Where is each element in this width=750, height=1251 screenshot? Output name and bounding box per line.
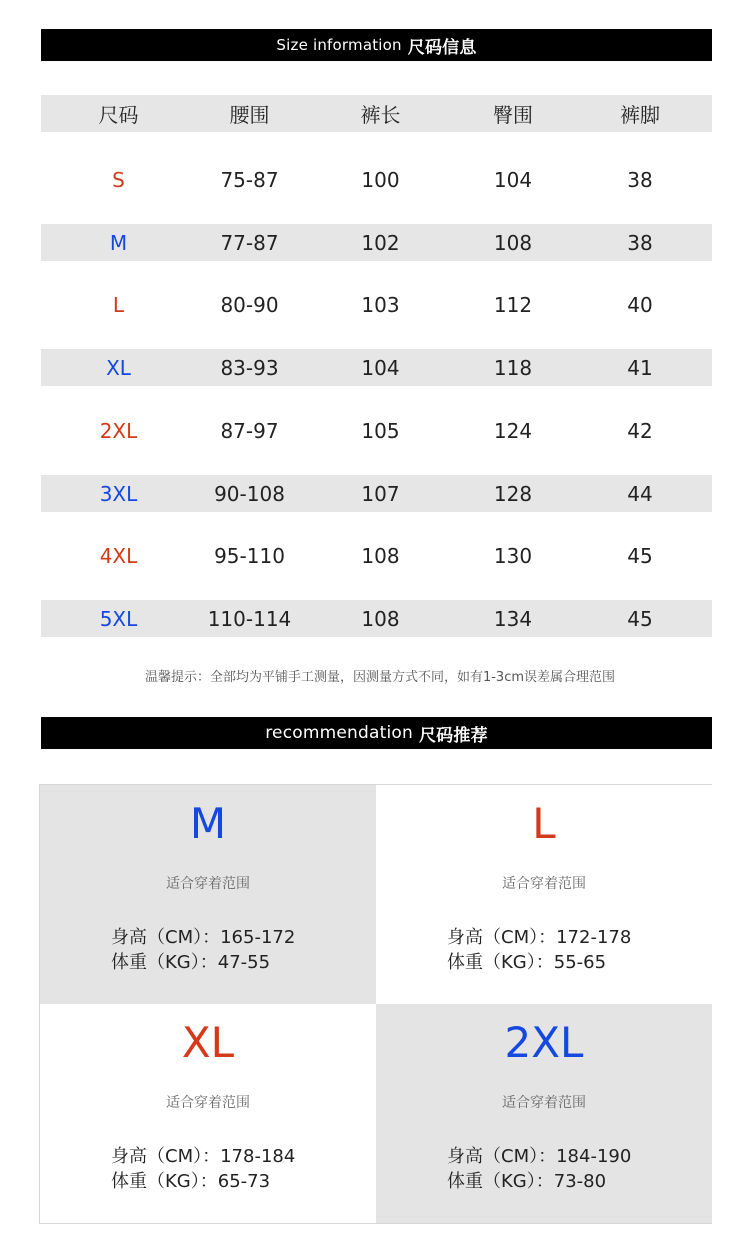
- column-header-length: 裤长: [360, 103, 401, 127]
- recommend-height: 身高（CM）：172-178: [447, 927, 632, 948]
- table-row: [41, 286, 712, 323]
- column-header-size: 尺码: [98, 103, 139, 127]
- hip-cell: 112: [493, 292, 533, 317]
- length-cell: 108: [361, 606, 400, 631]
- waist-cell: 87-97: [220, 418, 279, 443]
- hem-cell: 38: [627, 230, 653, 255]
- hip-cell: 134: [493, 606, 533, 631]
- measurement-note: 温馨提示：全部均为平铺手工测量，因测量方式不同，如有1-3cm误差属合理范围: [144, 670, 616, 685]
- hem-cell: 44: [627, 481, 653, 506]
- hip-cell: 130: [493, 543, 533, 568]
- size-cell: 3XL: [99, 481, 138, 506]
- table-row: [41, 537, 712, 574]
- column-header-hip: 臀围: [493, 103, 533, 127]
- table-row: [41, 161, 712, 198]
- size-cell: L: [112, 292, 125, 317]
- table-row: [41, 412, 712, 449]
- column-header-waist: 腰围: [229, 103, 270, 127]
- size-cell: 4XL: [99, 543, 138, 568]
- recommend-size: L: [532, 799, 556, 848]
- hem-cell: 45: [627, 543, 653, 568]
- size-information-header: [41, 29, 712, 61]
- recommend-card-2xl: [376, 1004, 712, 1223]
- recommend-height: 身高（CM）：178-184: [111, 1146, 296, 1167]
- hem-cell: 38: [627, 167, 653, 192]
- recommend-size: M: [189, 799, 227, 848]
- recommend-height: 身高（CM）：165-172: [111, 927, 296, 948]
- table-row: [41, 475, 712, 512]
- header-chinese-title: 尺码推荐: [418, 725, 488, 746]
- length-cell: 104: [361, 355, 400, 380]
- length-cell: 100: [361, 167, 400, 192]
- size-cell: 5XL: [99, 606, 138, 631]
- hem-cell: 41: [627, 355, 653, 380]
- waist-cell: 83-93: [220, 355, 279, 380]
- hip-cell: 118: [493, 355, 533, 380]
- header-english-title: recommendation: [265, 723, 413, 743]
- waist-cell: 110-114: [207, 606, 292, 631]
- length-cell: 107: [361, 481, 400, 506]
- recommend-label: 适合穿着范围: [166, 1095, 250, 1111]
- size-cell: M: [109, 230, 128, 255]
- waist-cell: 77-87: [220, 230, 279, 255]
- waist-cell: 75-87: [220, 167, 279, 192]
- length-cell: 108: [361, 543, 400, 568]
- header-english-title: Size information: [276, 36, 402, 54]
- recommend-label: 适合穿着范围: [502, 876, 586, 892]
- waist-cell: 90-108: [214, 481, 285, 506]
- recommend-weight: 体重（KG）：47-55: [111, 952, 271, 973]
- waist-cell: 95-110: [214, 543, 285, 568]
- recommendation-grid: [39, 784, 712, 1224]
- recommend-card-l: [376, 785, 712, 1004]
- hip-cell: 128: [493, 481, 533, 506]
- recommend-weight: 体重（KG）：65-73: [111, 1171, 271, 1192]
- size-cell: 2XL: [99, 418, 138, 443]
- recommend-size: XL: [181, 1018, 235, 1067]
- table-row: [41, 600, 712, 637]
- hem-cell: 40: [627, 292, 653, 317]
- table-row: [41, 224, 712, 261]
- size-cell: S: [112, 167, 125, 192]
- hip-cell: 108: [493, 230, 533, 255]
- header-chinese-title: 尺码信息: [407, 37, 477, 58]
- recommend-card-m: [40, 785, 376, 1004]
- waist-cell: 80-90: [220, 292, 279, 317]
- length-cell: 105: [361, 418, 400, 443]
- size-cell: XL: [106, 355, 131, 380]
- hem-cell: 42: [627, 418, 653, 443]
- recommend-height: 身高（CM）：184-190: [447, 1146, 632, 1167]
- recommend-label: 适合穿着范围: [502, 1095, 586, 1111]
- recommend-size: 2XL: [504, 1018, 584, 1067]
- table-row: [41, 349, 712, 386]
- hip-cell: 124: [493, 418, 533, 443]
- recommend-label: 适合穿着范围: [166, 876, 250, 892]
- recommend-weight: 体重（KG）：73-80: [447, 1171, 607, 1192]
- hip-cell: 104: [493, 167, 533, 192]
- length-cell: 103: [361, 292, 400, 317]
- length-cell: 102: [361, 230, 400, 255]
- recommend-card-xl: [40, 1004, 376, 1223]
- hem-cell: 45: [627, 606, 653, 631]
- recommend-weight: 体重（KG）：55-65: [447, 952, 607, 973]
- table-header-row: [41, 95, 712, 132]
- column-header-hem: 裤脚: [620, 103, 660, 127]
- recommendation-header: [41, 717, 712, 749]
